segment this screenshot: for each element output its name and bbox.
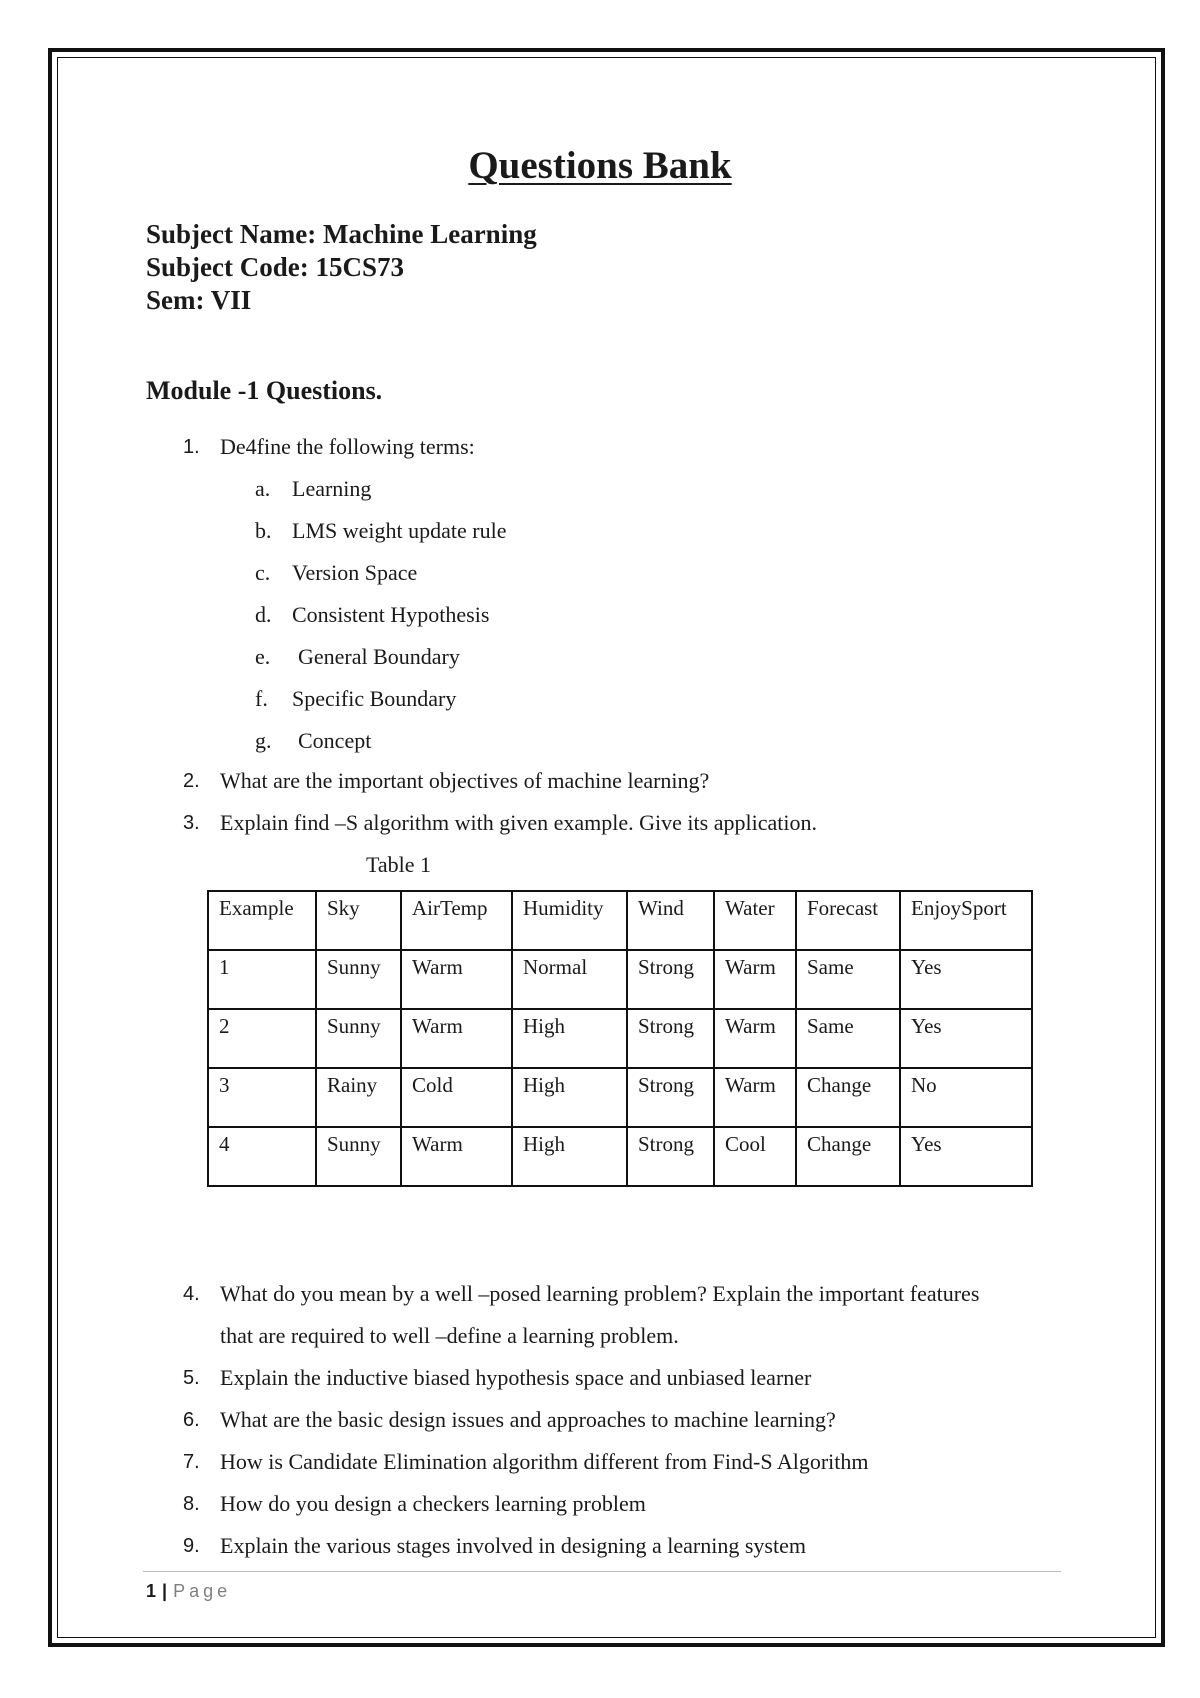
- table-cell: High: [512, 1009, 627, 1068]
- table-cell: High: [512, 1127, 627, 1186]
- page-title: Questions Bank: [468, 144, 732, 187]
- table-cell: Same: [796, 1009, 900, 1068]
- table-cell: 1: [208, 950, 316, 1009]
- question-text: How do you design a checkers learning problem: [220, 1491, 646, 1516]
- page-number: 1: [146, 1581, 157, 1601]
- table-cell: Yes: [900, 1009, 1032, 1068]
- question-text: Explain the various stages involved in designing a learning system: [220, 1533, 806, 1558]
- subitem-letter: e.: [255, 644, 271, 669]
- table-row: [208, 1068, 1032, 1127]
- question-text-continued: that are required to well –define a learning problem.: [220, 1323, 679, 1348]
- table-cell: Sunny: [316, 1127, 401, 1186]
- subitem-text: Concept: [298, 728, 372, 753]
- table-cell: Warm: [714, 1009, 796, 1068]
- table-header-cell: Forecast: [796, 891, 900, 950]
- table-cell: 4: [208, 1127, 316, 1186]
- question-number: 1.: [183, 436, 200, 458]
- table-header-cell: Sky: [316, 891, 401, 950]
- table-cell: Rainy: [316, 1068, 401, 1127]
- table-cell: Change: [796, 1127, 900, 1186]
- question-text: Explain find –S algorithm with given example. Give its application.: [220, 810, 817, 835]
- table-cell: Yes: [900, 950, 1032, 1009]
- table-cell: Strong: [627, 1009, 714, 1068]
- footer-divider: [143, 1571, 1061, 1572]
- subitem-text: General Boundary: [298, 644, 460, 669]
- table-cell: Change: [796, 1068, 900, 1127]
- subitem-letter: c.: [255, 560, 271, 585]
- subitem-letter: d.: [255, 602, 272, 627]
- question-number: 4.: [183, 1283, 200, 1305]
- table-cell: Cold: [401, 1068, 512, 1127]
- table-header-cell: Example: [208, 891, 316, 950]
- subitem-text: Specific Boundary: [292, 686, 457, 711]
- question-number: 9.: [183, 1535, 200, 1557]
- question-text: What are the important objectives of machine learning?: [220, 768, 710, 793]
- table-header-cell: Humidity: [512, 891, 627, 950]
- table-cell: Strong: [627, 1068, 714, 1127]
- subitem-letter: a.: [255, 476, 271, 501]
- table-header-row: [208, 891, 1032, 950]
- question-number: 2.: [183, 770, 200, 792]
- table-cell: Yes: [900, 1127, 1032, 1186]
- question-number: 3.: [183, 812, 200, 834]
- page-footer: [146, 1581, 231, 1602]
- table-caption: Table 1: [366, 852, 432, 877]
- subitem-letter: g.: [255, 728, 272, 753]
- table-cell: Cool: [714, 1127, 796, 1186]
- table-row: [208, 950, 1032, 1009]
- table-cell: Same: [796, 950, 900, 1009]
- table-cell: No: [900, 1068, 1032, 1127]
- subitem-letter: f.: [255, 686, 268, 711]
- subject-code: Subject Code: 15CS73: [146, 252, 405, 282]
- question-number: 8.: [183, 1493, 200, 1515]
- question-number: 5.: [183, 1367, 200, 1389]
- data-table: [207, 890, 1033, 1187]
- table-row: [208, 1127, 1032, 1186]
- page-label: Page: [173, 1581, 232, 1601]
- table-cell: Normal: [512, 950, 627, 1009]
- table-cell: Sunny: [316, 950, 401, 1009]
- table-cell: High: [512, 1068, 627, 1127]
- table-header-cell: EnjoySport: [900, 891, 1032, 950]
- footer-separator: |: [162, 1581, 168, 1601]
- subitem-text: Version Space: [292, 560, 418, 585]
- table-cell: Warm: [714, 1068, 796, 1127]
- table-cell: Sunny: [316, 1009, 401, 1068]
- table-cell: Strong: [627, 950, 714, 1009]
- semester: Sem: VII: [146, 285, 252, 315]
- table-cell: Warm: [401, 1009, 512, 1068]
- table-cell: Warm: [714, 950, 796, 1009]
- table-cell: 2: [208, 1009, 316, 1068]
- module-heading: Module -1 Questions.: [146, 376, 383, 405]
- table-header-cell: AirTemp: [401, 891, 512, 950]
- subitem-letter: b.: [255, 518, 272, 543]
- subitem-text: Consistent Hypothesis: [292, 602, 490, 627]
- subitem-text: Learning: [292, 476, 372, 501]
- table-cell: 3: [208, 1068, 316, 1127]
- question-text: What are the basic design issues and approaches to machine learning?: [220, 1407, 836, 1432]
- table-row: [208, 1009, 1032, 1068]
- question-number: 7.: [183, 1451, 200, 1473]
- question-text: How is Candidate Elimination algorithm different from Find-S Algorithm: [220, 1449, 869, 1474]
- question-text: What do you mean by a well –posed learning problem? Explain the important features: [220, 1281, 980, 1306]
- table-header-cell: Wind: [627, 891, 714, 950]
- question-text: De4fine the following terms:: [220, 434, 475, 459]
- subject-name: Subject Name: Machine Learning: [146, 219, 537, 249]
- table-cell: Warm: [401, 950, 512, 1009]
- subitem-text: LMS weight update rule: [292, 518, 507, 543]
- question-text: Explain the inductive biased hypothesis space and unbiased learner: [220, 1365, 812, 1390]
- table-cell: Warm: [401, 1127, 512, 1186]
- table-header-cell: Water: [714, 891, 796, 950]
- question-number: 6.: [183, 1409, 200, 1431]
- table-cell: Strong: [627, 1127, 714, 1186]
